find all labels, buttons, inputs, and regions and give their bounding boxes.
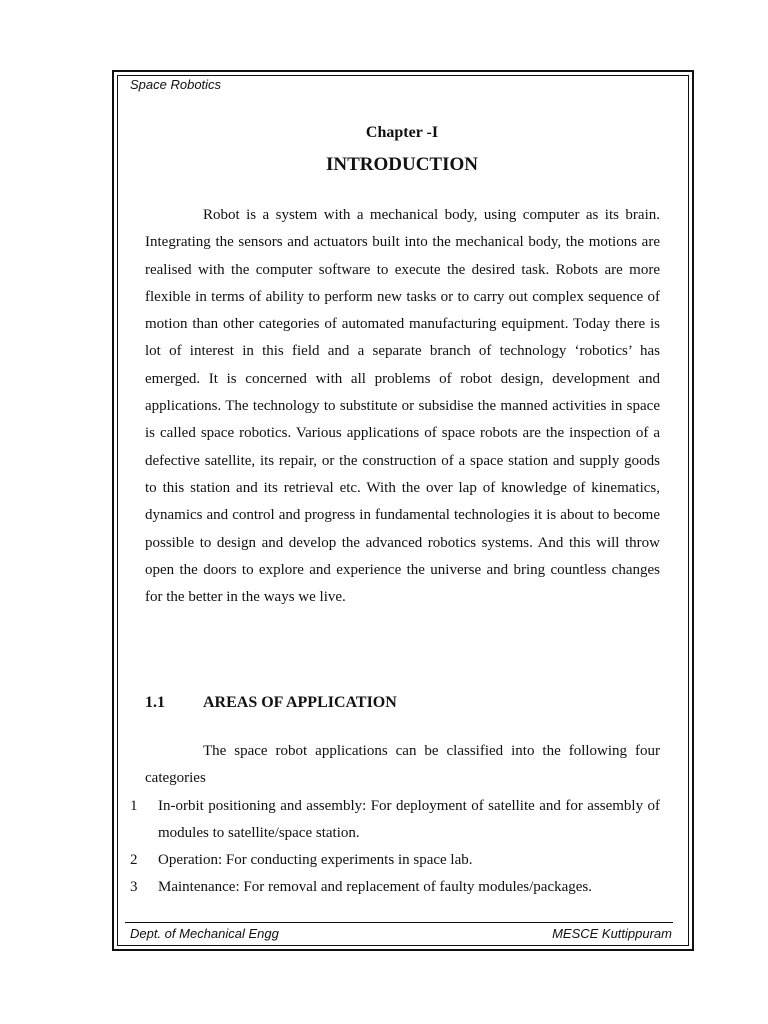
running-header: Space Robotics	[130, 77, 222, 92]
list-item-text: Operation: For conducting experiments in space lab.	[158, 852, 473, 868]
list-item-text: Maintenance: For removal and replacement of faulty modules/packages.	[158, 879, 593, 895]
footer-institution: MESCE Kuttippuram	[552, 926, 672, 941]
list-item	[130, 793, 660, 848]
section-heading	[145, 694, 397, 712]
list-item-text: In-orbit positioning and assembly: For deployment of satellite and for assembly of modules to satellite/space station.	[158, 798, 660, 842]
list-item	[130, 874, 660, 901]
list-item-number: 3	[130, 879, 138, 895]
list-item	[130, 847, 660, 874]
section-intro-paragraph: The space robot applications can be classified into the following four categories	[145, 743, 660, 787]
intro-paragraph: Robot is a system with a mechanical body, using computer as its brain. Integrating the sensors and actuators built into the mechanical body, the motions are realised with the computer software to execute the desired task. Robots are more flexible in terms of ability to perform new tasks or to carry out complex sequence of motion than other categories of automated manufacturing equipment. Today there is lot of interest in this field and a separate branch of technology ‘robotics’ has emerged. It is concerned with all problems of robot design, development and applications. The technology to substitute or subsidise the manned activities in space is called space robotics. Various applications of space robots are the inspection of a defective satellite, its repair, or the construction of a space station and supply goods to this station and its retrieval etc. With the over lap of knowledge of kinematics, dynamics and control and progress in fundamental technologies it is about to become possible to design and develop the advanced robotics systems. And this will throw open the doors to explore and experience the universe and bring countless changes for the better in the ways we live.	[145, 207, 660, 606]
footer-department: Dept. of Mechanical Engg	[130, 926, 279, 941]
section-title: AREAS OF APPLICATION	[203, 694, 397, 711]
list-item-number: 1	[130, 798, 138, 814]
chapter-title: INTRODUCTION	[325, 154, 479, 175]
list-item-number: 2	[130, 852, 138, 868]
section-number: 1.1	[145, 694, 165, 711]
chapter-label: Chapter -I	[365, 124, 439, 141]
footer-rule	[125, 922, 673, 923]
